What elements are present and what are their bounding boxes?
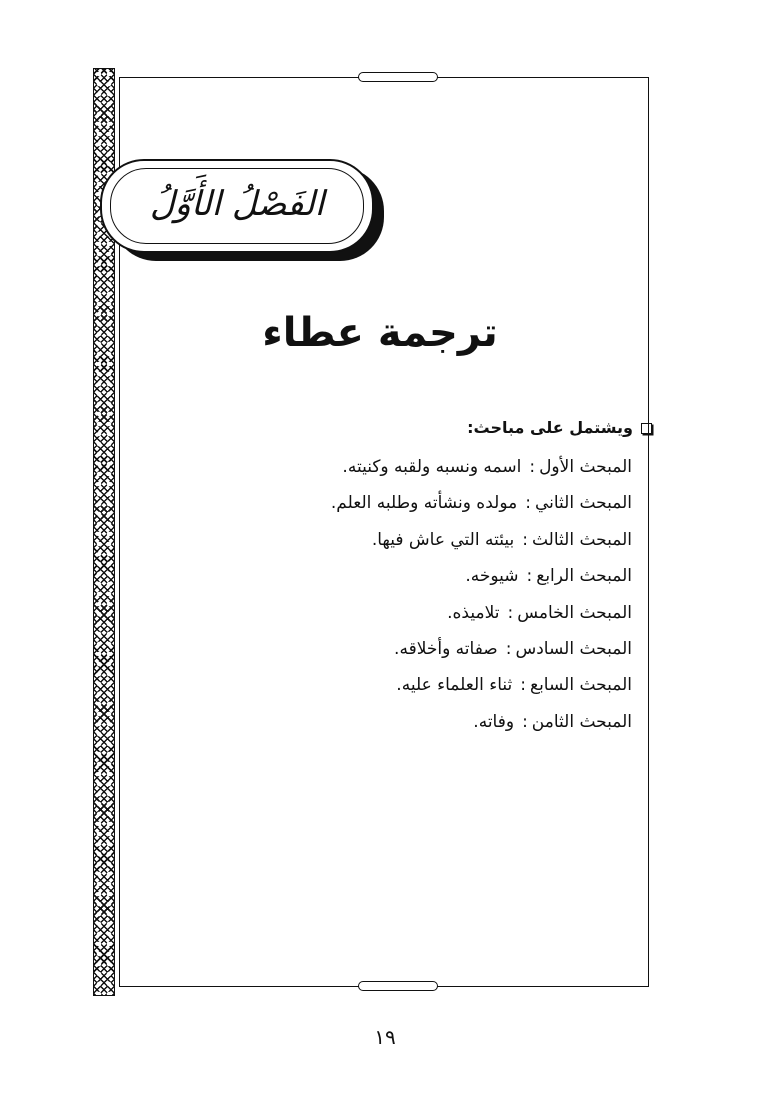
section-separator: : (526, 566, 533, 587)
sections-intro (467, 416, 652, 440)
sections-list (331, 449, 632, 740)
section-separator: : (529, 457, 536, 477)
frame-bottom-tab (358, 981, 438, 991)
section-item (331, 522, 632, 558)
section-topic: وفاته. (473, 711, 515, 732)
section-topic: اسمه ونسبه ولقبه وكنيته. (342, 457, 522, 477)
section-item (331, 449, 632, 485)
section-name: المبحث الثاني (534, 493, 632, 514)
page-number: ١٩ (374, 1025, 396, 1049)
section-item (331, 631, 632, 667)
section-item (331, 558, 632, 594)
section-separator: : (525, 493, 531, 514)
section-name: المبحث السادس (515, 638, 632, 659)
section-topic: صفاته وأخلاقه. (394, 638, 498, 659)
section-topic: بيئته التي عاش فيها. (371, 529, 515, 550)
section-name: المبحث الأول (539, 457, 632, 477)
chapter-label: الفَصْلُ الأَوَّلُ (149, 184, 325, 224)
section-name: المبحث الرابع (536, 566, 632, 587)
chapter-cartouche-inner (110, 168, 364, 244)
section-item (331, 595, 632, 631)
chapter-cartouche (100, 159, 374, 253)
intro-text: ويشتمل على مباحث: (467, 418, 633, 437)
section-item (331, 667, 632, 703)
section-name: المبحث السابع (530, 675, 632, 696)
section-name: المبحث الثامن (531, 711, 632, 732)
frame-top-tab (358, 72, 438, 82)
section-name: المبحث الثالث (531, 529, 632, 550)
section-topic: مولده ونشأته وطلبه العلم. (330, 493, 518, 514)
section-separator: : (505, 638, 512, 659)
section-separator: : (520, 675, 527, 696)
section-separator: : (522, 529, 528, 550)
section-topic: ثناء العلماء عليه. (396, 675, 513, 696)
section-item (331, 704, 632, 740)
section-item (331, 485, 632, 521)
chapter-title: ترجمة عطاء (262, 310, 498, 356)
section-separator: : (507, 602, 514, 623)
section-name: المبحث الخامس (517, 602, 632, 623)
section-topic: شيوخه. (465, 566, 519, 587)
section-separator: : (522, 711, 528, 732)
section-topic: تلاميذه. (447, 602, 500, 623)
checkbox-bullet-icon (641, 423, 652, 434)
